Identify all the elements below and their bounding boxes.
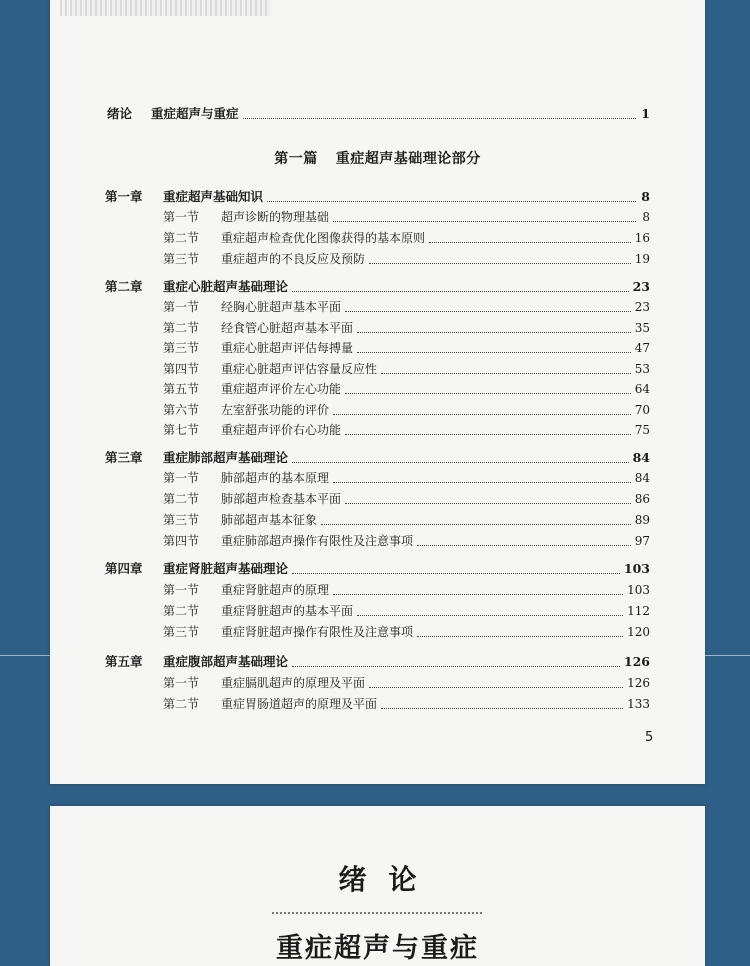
toc-intro-title: 重症超声与重症 <box>151 106 239 121</box>
leader-dots <box>417 636 623 637</box>
section-page: 47 <box>634 341 650 355</box>
section-title: 重症肾脏超声的原理 <box>221 583 330 597</box>
section-number: 第二节 <box>163 231 200 245</box>
leader-dots <box>369 687 623 688</box>
section-page: 133 <box>627 697 650 711</box>
section-number: 第二节 <box>163 321 200 335</box>
chapter-title: 重症心脏超声基础理论 <box>163 279 289 294</box>
chapter-title: 重症腹部超声基础理论 <box>163 654 289 669</box>
leader-dots <box>267 201 636 202</box>
leader-dots <box>417 545 631 546</box>
section-number: 第一节 <box>163 583 200 597</box>
leader-dots <box>357 615 623 616</box>
toc-section-row[interactable] <box>163 469 650 487</box>
leader-dots <box>333 594 623 595</box>
section-page: 16 <box>634 231 650 245</box>
leader-dots <box>357 352 631 353</box>
toc-chapter-row[interactable] <box>105 560 650 578</box>
section-page: 86 <box>634 492 650 506</box>
scan-artifact <box>60 0 270 16</box>
section-number: 第三节 <box>163 513 200 527</box>
section-number: 第一节 <box>163 300 200 314</box>
toc-section-row[interactable] <box>163 339 650 357</box>
divider-line <box>705 655 750 656</box>
chapter-page: 23 <box>632 279 650 294</box>
toc-section-row[interactable] <box>163 401 650 419</box>
leader-dots <box>369 263 631 264</box>
toc-section-row[interactable] <box>163 532 650 550</box>
toc-section-row[interactable] <box>163 674 650 692</box>
page-number: 5 <box>645 730 654 745</box>
toc-chapter-row[interactable] <box>105 188 650 206</box>
section-number: 第六节 <box>163 403 200 417</box>
toc-section-row[interactable] <box>163 208 650 226</box>
section-number: 第一节 <box>163 210 200 224</box>
part-title <box>50 148 705 168</box>
section-page: 8 <box>642 210 650 224</box>
toc-section-row[interactable] <box>163 298 650 316</box>
section-number: 第二节 <box>163 604 200 618</box>
chapter-number: 第五章 <box>105 654 143 669</box>
leader-dots <box>345 434 631 435</box>
section-title: 重症超声评价左心功能 <box>221 382 342 396</box>
section-page: 103 <box>627 583 650 597</box>
toc-section-row[interactable] <box>163 581 650 599</box>
leader-dots <box>333 482 631 483</box>
section-number: 第一节 <box>163 471 200 485</box>
part-name: 重症超声基础理论部分 <box>335 151 481 167</box>
section-number: 第三节 <box>163 252 200 266</box>
section-title: 肺部超声检查基本平面 <box>221 492 342 506</box>
section-number: 第七节 <box>163 423 200 437</box>
section-number: 第四节 <box>163 534 200 548</box>
toc-section-row[interactable] <box>163 250 650 268</box>
leader-dots <box>243 118 636 119</box>
section-title: 经胸心脏超声基本平面 <box>221 300 342 314</box>
chapter-number: 第四章 <box>105 561 143 576</box>
section-title: 重症心脏超声评估每搏量 <box>221 341 354 355</box>
chapter-number: 第一章 <box>105 189 143 204</box>
toc-intro-row[interactable] <box>107 105 650 123</box>
section-title: 重症胃肠道超声的原理及平面 <box>221 697 378 711</box>
toc-section-row[interactable] <box>163 623 650 641</box>
section-number: 第三节 <box>163 341 200 355</box>
section-page: 35 <box>634 321 650 335</box>
section-number: 第三节 <box>163 625 200 639</box>
section-title: 经食管心脏超声基本平面 <box>221 321 354 335</box>
section-page: 112 <box>627 604 650 618</box>
intro-heading: 绪论 <box>338 863 439 896</box>
toc-section-row[interactable] <box>163 421 650 439</box>
part-number: 第一篇 <box>274 151 318 167</box>
section-page: 53 <box>634 362 650 376</box>
section-number: 第四节 <box>163 362 200 376</box>
section-title: 重症超声检查优化图像获得的基本原则 <box>221 231 426 245</box>
section-page: 75 <box>634 423 650 437</box>
section-page: 89 <box>634 513 650 527</box>
section-title: 重症心脏超声评估容量反应性 <box>221 362 378 376</box>
toc-section-row[interactable] <box>163 380 650 398</box>
leader-dots <box>292 666 620 667</box>
toc-section-row[interactable] <box>163 229 650 247</box>
section-page: 97 <box>634 534 650 548</box>
toc-section-row[interactable] <box>163 360 650 378</box>
leader-dots <box>381 708 623 709</box>
toc-intro-page: 1 <box>641 106 650 121</box>
chapter-number: 第二章 <box>105 279 143 294</box>
leader-dots <box>333 221 636 222</box>
section-number: 第二节 <box>163 492 200 506</box>
leader-dots <box>345 503 631 504</box>
leader-dots <box>333 414 631 415</box>
chapter-title: 重症超声基础知识 <box>163 189 264 204</box>
section-title: 重症超声的不良反应及预防 <box>221 252 366 266</box>
section-page: 64 <box>634 382 650 396</box>
section-number: 第二节 <box>163 697 200 711</box>
section-title: 肺部超声的基本原理 <box>221 471 330 485</box>
section-number: 第五节 <box>163 382 200 396</box>
section-page: 19 <box>634 252 650 266</box>
section-page: 120 <box>627 625 650 639</box>
section-page: 84 <box>634 471 650 485</box>
section-title: 左室舒张功能的评价 <box>221 403 330 417</box>
chapter-page: 8 <box>641 189 650 204</box>
divider-line <box>0 655 50 656</box>
toc-section-row[interactable] <box>163 490 650 508</box>
chapter-page: 84 <box>632 450 650 465</box>
toc-section-row[interactable] <box>163 319 650 337</box>
section-title: 重症肾脏超声的基本平面 <box>221 604 354 618</box>
section-page: 70 <box>634 403 650 417</box>
intro-subheading: 重症超声与重症 <box>276 933 479 964</box>
section-number: 第一节 <box>163 676 200 690</box>
toc-chapter-row[interactable] <box>105 653 650 671</box>
toc-chapter-row[interactable] <box>105 278 650 296</box>
toc-chapter-row[interactable] <box>105 449 650 467</box>
toc-section-row[interactable] <box>163 695 650 713</box>
leader-dots <box>292 462 629 463</box>
section-page: 23 <box>634 300 650 314</box>
section-title: 超声诊断的物理基础 <box>221 210 330 224</box>
chapter-number: 第三章 <box>105 450 143 465</box>
section-title: 重症肾脏超声操作有限性及注意事项 <box>221 625 414 639</box>
leader-dots <box>345 311 631 312</box>
leader-dots <box>292 291 629 292</box>
leader-dots <box>345 393 631 394</box>
section-title: 重症肺部超声操作有限性及注意事项 <box>221 534 414 548</box>
chapter-title: 重症肺部超声基础理论 <box>163 450 289 465</box>
chapter-page: 103 <box>623 561 650 576</box>
chapter-title: 重症肾脏超声基础理论 <box>163 561 289 576</box>
heading-ornament <box>272 912 482 914</box>
leader-dots <box>321 524 631 525</box>
section-title: 重症膈肌超声的原理及平面 <box>221 676 366 690</box>
leader-dots <box>429 242 631 243</box>
section-title: 重症超声评价右心功能 <box>221 423 342 437</box>
toc-intro-label: 绪论 <box>107 106 133 121</box>
toc-section-row[interactable] <box>163 602 650 620</box>
section-page: 126 <box>627 676 650 690</box>
toc-section-row[interactable] <box>163 511 650 529</box>
section-title: 肺部超声基本征象 <box>221 513 318 527</box>
chapter-page: 126 <box>623 654 650 669</box>
leader-dots <box>381 373 631 374</box>
leader-dots <box>292 573 620 574</box>
leader-dots <box>357 332 631 333</box>
